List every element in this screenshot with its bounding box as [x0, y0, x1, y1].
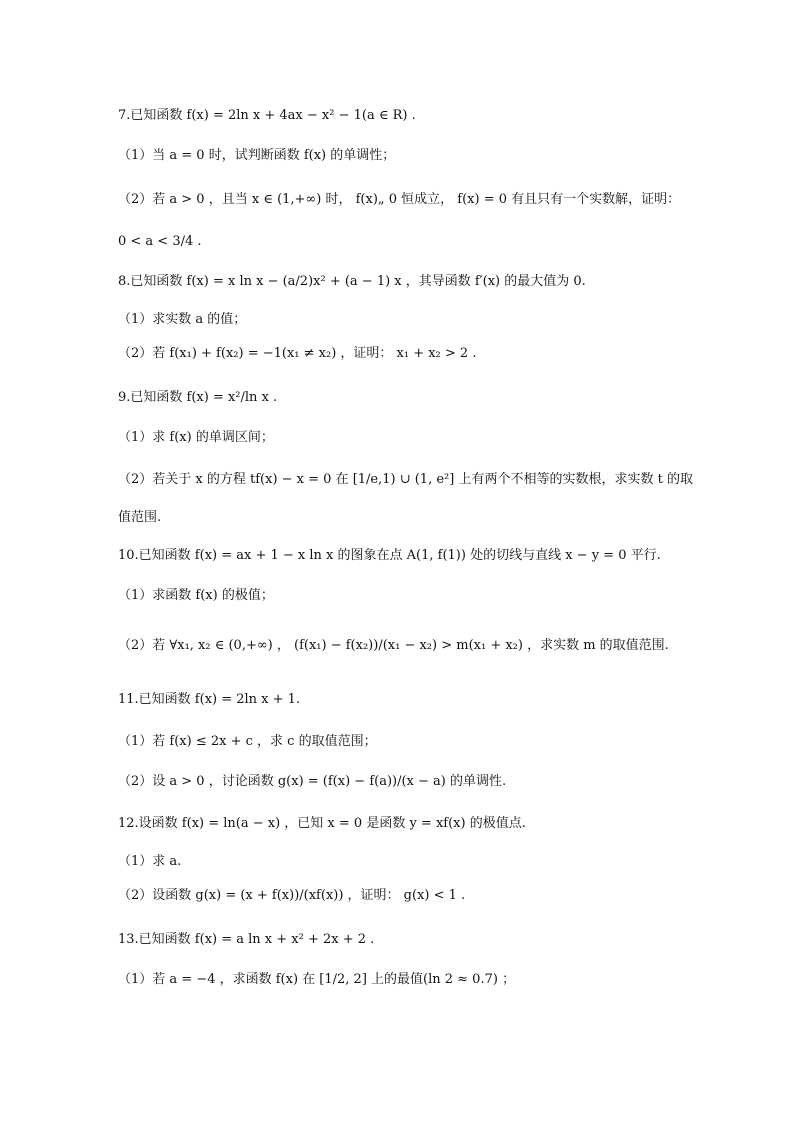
problem-10-part-2: （2）若 ∀x₁, x₂ ∈ (0,+∞) ， (f(x₁) − f(x₂))/(x₁ − x₂) > m(x₁ + x₂) ，求实数 m 的取值范围.: [118, 638, 669, 653]
problem-7-part-2: （2）若 a > 0 ，且当 x ∈ (1,+∞) 时， f(x)„ 0 恒成立， f(x) = 0 有且只有一个实数解，证明：: [118, 192, 681, 207]
problem-7-part-1: （1）当 a = 0 时，试判断函数 f(x) 的单调性；: [118, 148, 396, 163]
problem-8-stem: 8.已知函数 f(x) = x ln x − (a/2)x² + (a − 1) x ，其导函数 f′(x) 的最大值为 0.: [118, 274, 586, 289]
problem-10-part-1: （1）求函数 f(x) 的极值；: [118, 588, 274, 603]
problem-12-part-1: （1）求 a.: [118, 854, 182, 869]
problem-11-part-1: （1）若 f(x) ≤ 2x + c ，求 c 的取值范围；: [118, 734, 377, 749]
problem-13-part-1: （1）若 a = −4 ，求函数 f(x) 在 [1/2, 2] 上的最值(ln 2 ≈ 0.7) ；: [118, 972, 516, 987]
problem-9-part-2-cont: 值范围.: [118, 510, 162, 525]
problem-8-part-2: （2）若 f(x₁) + f(x₂) = −1(x₁ ≠ x₂) ，证明： x₁ + x₂ > 2 .: [118, 346, 477, 361]
problem-7-stem: 7.已知函数 f(x) = 2ln x + 4ax − x² − 1(a ∈ R) .: [118, 108, 416, 123]
problem-12-part-2: （2）设函数 g(x) = (x + f(x))/(xf(x)) ，证明： g(x) < 1 .: [118, 888, 466, 903]
problem-12-stem: 12.设函数 f(x) = ln(a − x) ，已知 x = 0 是函数 y = xf(x) 的极值点.: [118, 816, 526, 831]
problem-9-part-1: （1）求 f(x) 的单调区间；: [118, 430, 274, 445]
problem-7-part-2-cont: 0 < a < 3/4 .: [118, 234, 202, 249]
problem-11-stem: 11.已知函数 f(x) = 2ln x + 1.: [118, 692, 301, 707]
problem-9-part-2: （2）若关于 x 的方程 tf(x) − x = 0 在 [1/e,1) ∪ (1, e²] 上有两个不相等的实数根，求实数 t 的取: [118, 472, 693, 487]
problem-10-stem: 10.已知函数 f(x) = ax + 1 − x ln x 的图象在点 A(1, f(1)) 处的切线与直线 x − y = 0 平行.: [118, 548, 661, 563]
problem-9-stem: 9.已知函数 f(x) = x²/ln x .: [118, 390, 278, 405]
problem-11-part-2: （2）设 a > 0 ，讨论函数 g(x) = (f(x) − f(a))/(x − a) 的单调性.: [118, 774, 507, 789]
problem-8-part-1: （1）求实数 a 的值；: [118, 312, 247, 327]
problem-13-stem: 13.已知函数 f(x) = a ln x + x² + 2x + 2 .: [118, 932, 375, 947]
